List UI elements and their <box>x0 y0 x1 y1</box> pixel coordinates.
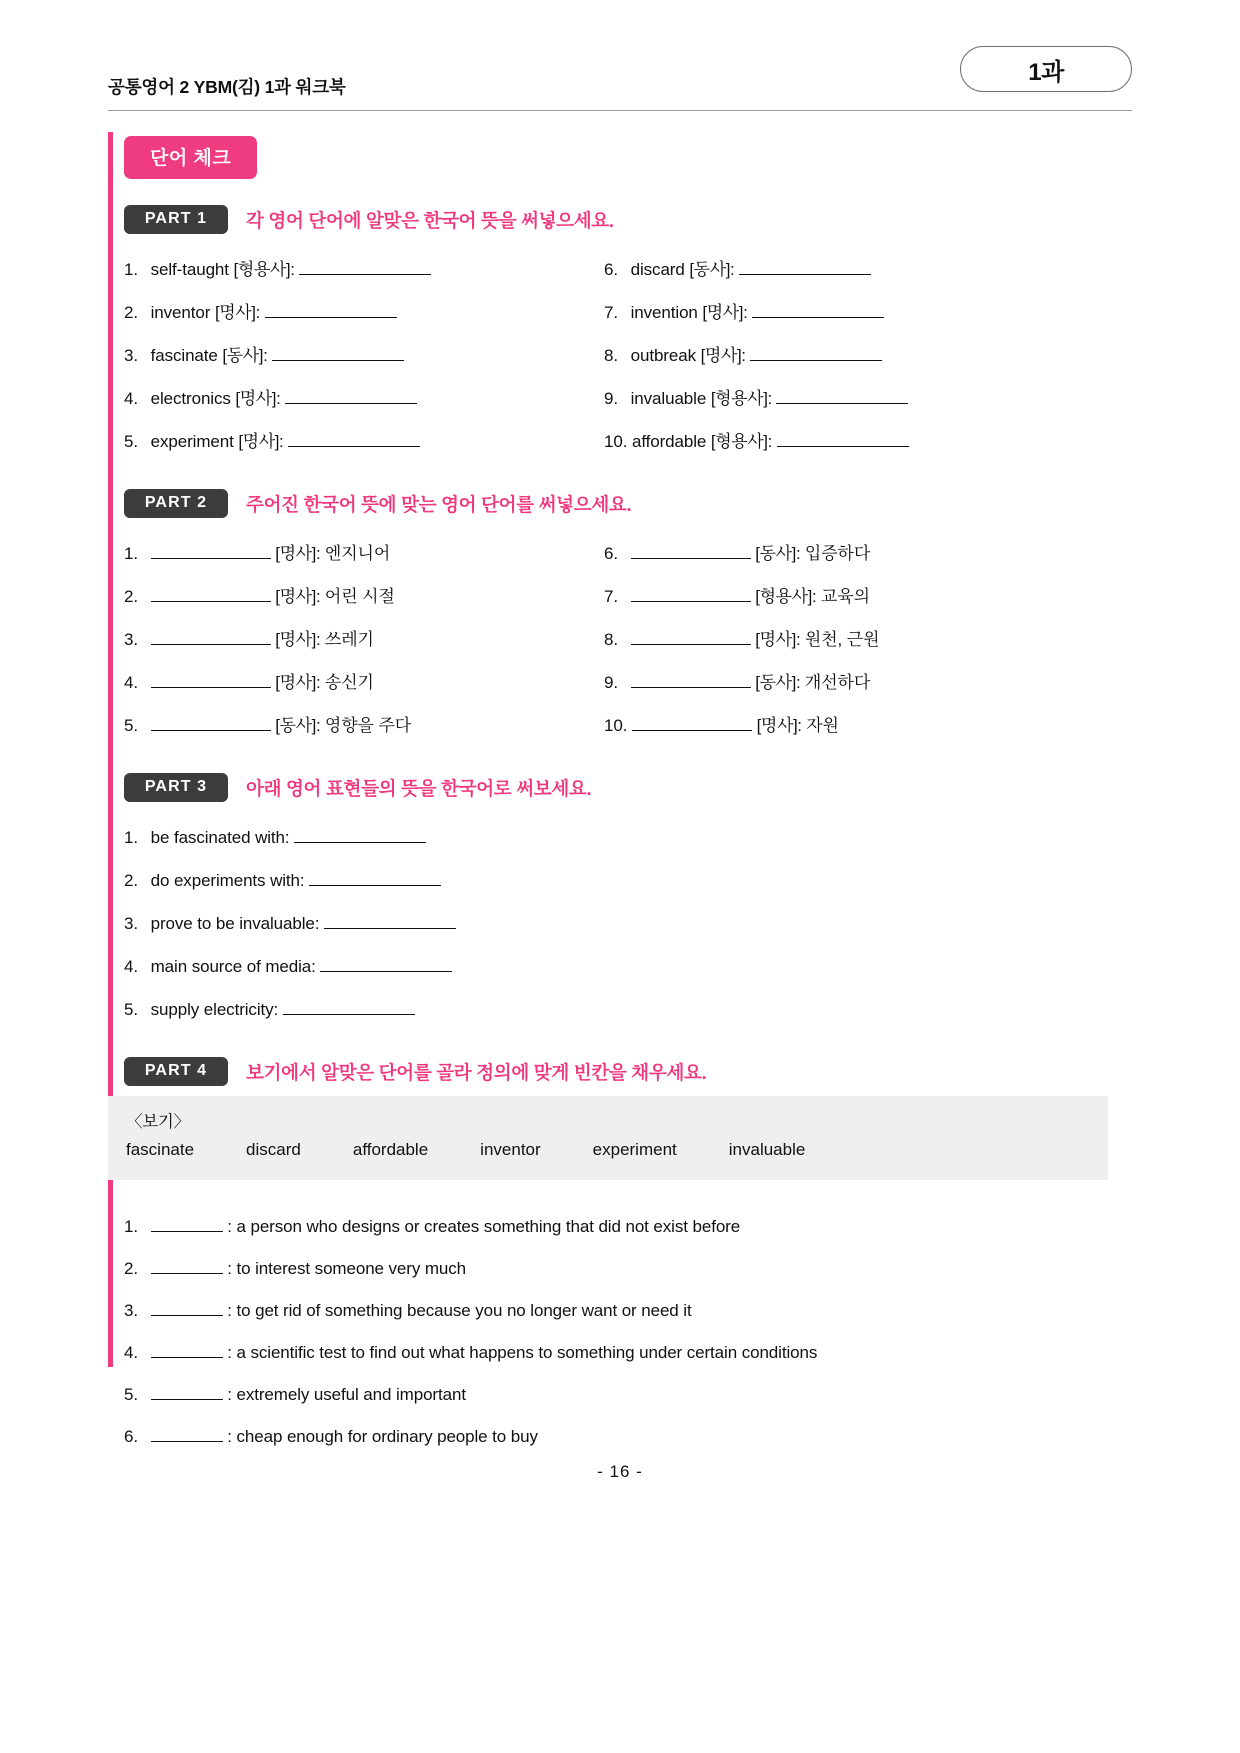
item-pos: [명사]: <box>275 544 321 563</box>
list-item <box>604 661 1132 704</box>
list-item <box>124 988 1132 1031</box>
workbook-title: 공통영어 2 YBM(김) 1과 워크북 <box>108 77 346 97</box>
answer-blank[interactable] <box>631 544 751 559</box>
item-meaning: 원천, 근원 <box>804 630 880 649</box>
list-item <box>124 377 604 420</box>
answer-blank[interactable] <box>631 673 751 688</box>
item-meaning: 교육의 <box>820 587 870 606</box>
list-item <box>604 334 1132 377</box>
word-bank-item[interactable]: affordable <box>352 1140 429 1159</box>
answer-blank[interactable] <box>324 914 456 929</box>
item-number: 2. <box>124 871 138 890</box>
item-pos: [동사]: <box>222 346 268 365</box>
definition-text: : extremely useful and important <box>227 1385 466 1404</box>
lesson-badge-label: 1과 <box>1028 58 1064 86</box>
item-number: 3. <box>124 1301 138 1320</box>
part-4-definitions <box>124 1206 1132 1458</box>
part-3-instruction: 아래 영어 표현들의 뜻을 한국어로 써보세요. <box>246 777 592 799</box>
item-pos: [형용사]: <box>710 432 772 451</box>
part-3-items <box>124 816 1132 1031</box>
part-2-badge: PART 2 <box>124 489 228 518</box>
item-number: 8. <box>604 346 618 365</box>
answer-blank[interactable] <box>151 1259 223 1274</box>
worksheet-body <box>108 132 1132 1458</box>
item-number: 1. <box>124 544 138 563</box>
part-4-badge: PART 4 <box>124 1057 228 1086</box>
item-number: 6. <box>124 1427 138 1446</box>
item-meaning: 영향을 주다 <box>324 716 412 735</box>
answer-blank[interactable] <box>151 1427 223 1442</box>
item-phrase: prove to be invaluable: <box>150 914 320 933</box>
answer-blank[interactable] <box>776 389 908 404</box>
page-footer <box>0 1462 1240 1482</box>
answer-blank[interactable] <box>752 303 884 318</box>
answer-blank[interactable] <box>283 1000 415 1015</box>
list-item <box>124 1290 1132 1332</box>
list-item <box>124 902 1132 945</box>
part-2-heading <box>108 489 1132 518</box>
word-bank-list <box>126 1140 1090 1160</box>
item-number: 2. <box>124 1259 138 1278</box>
list-item <box>604 532 1132 575</box>
list-item <box>124 1374 1132 1416</box>
item-pos: [형용사]: <box>710 389 772 408</box>
answer-blank[interactable] <box>151 1343 223 1358</box>
item-word: outbreak <box>630 346 696 365</box>
item-meaning: 개선하다 <box>804 673 871 692</box>
item-pos: [명사]: <box>275 673 321 692</box>
item-number: 1. <box>124 1217 138 1236</box>
part-2-items <box>124 532 1132 747</box>
word-bank-box <box>108 1096 1108 1180</box>
part-2-instruction: 주어진 한국어 뜻에 맞는 영어 단어를 써넣으세요. <box>246 493 632 515</box>
item-pos: [명사]: <box>235 389 281 408</box>
item-number: 10. <box>604 716 628 735</box>
list-item <box>124 704 604 747</box>
list-item <box>124 575 604 618</box>
list-item <box>604 704 1132 747</box>
definition-text: : a scientific test to find out what happens to something under certain conditions <box>227 1343 818 1362</box>
answer-blank[interactable] <box>272 346 404 361</box>
answer-blank[interactable] <box>285 389 417 404</box>
item-number: 7. <box>604 587 618 606</box>
answer-blank[interactable] <box>632 716 752 731</box>
answer-blank[interactable] <box>739 260 871 275</box>
answer-blank[interactable] <box>294 828 426 843</box>
item-pos: [형용사]: <box>233 260 295 279</box>
item-number: 5. <box>124 716 138 735</box>
list-item <box>124 420 604 463</box>
item-pos: [명사]: <box>238 432 284 451</box>
item-number: 5. <box>124 1385 138 1404</box>
answer-blank[interactable] <box>151 1301 223 1316</box>
list-item <box>124 291 604 334</box>
list-item <box>124 859 1132 902</box>
answer-blank[interactable] <box>151 587 271 602</box>
item-meaning: 어린 시절 <box>324 587 395 606</box>
item-number: 1. <box>124 260 138 279</box>
lesson-badge <box>960 46 1132 92</box>
page-number: - 16 - <box>597 1462 643 1481</box>
answer-blank[interactable] <box>265 303 397 318</box>
answer-blank[interactable] <box>777 432 909 447</box>
answer-blank[interactable] <box>151 544 271 559</box>
part-1-items <box>124 248 1132 463</box>
list-item <box>604 575 1132 618</box>
definition-text: : a person who designs or creates something that did not exist before <box>227 1217 741 1236</box>
item-pos: [명사]: <box>755 630 801 649</box>
header-divider <box>108 110 1132 111</box>
answer-blank[interactable] <box>631 630 751 645</box>
item-number: 2. <box>124 303 138 322</box>
list-item <box>604 420 1132 463</box>
answer-blank[interactable] <box>299 260 431 275</box>
item-word: discard <box>630 260 685 279</box>
answer-blank[interactable] <box>151 673 271 688</box>
list-item <box>124 945 1132 988</box>
item-number: 4. <box>124 389 138 408</box>
definition-text: : to get rid of something because you no longer want or need it <box>227 1301 692 1320</box>
item-phrase: be fascinated with: <box>150 828 290 847</box>
list-item <box>124 618 604 661</box>
part-1-heading <box>108 205 1132 234</box>
item-word: experiment <box>150 432 234 451</box>
list-item <box>604 291 1132 334</box>
item-number: 5. <box>124 432 138 451</box>
item-number: 4. <box>124 673 138 692</box>
item-word: affordable <box>631 432 707 451</box>
list-item <box>124 334 604 377</box>
item-meaning: 송신기 <box>324 673 374 692</box>
item-pos: [명사]: <box>756 716 802 735</box>
item-number: 9. <box>604 673 618 692</box>
item-word: invaluable <box>630 389 707 408</box>
answer-blank[interactable] <box>631 587 751 602</box>
item-pos: [명사]: <box>702 303 748 322</box>
item-number: 5. <box>124 1000 138 1019</box>
word-bank-item[interactable]: experiment <box>592 1140 677 1159</box>
item-word: electronics <box>150 389 231 408</box>
item-number: 6. <box>604 544 618 563</box>
part-1-instruction: 각 영어 단어에 알맞은 한국어 뜻을 써넣으세요. <box>246 209 614 231</box>
list-item <box>124 661 604 704</box>
list-item <box>124 1248 1132 1290</box>
item-number: 8. <box>604 630 618 649</box>
answer-blank[interactable] <box>309 871 441 886</box>
item-pos: [명사]: <box>214 303 260 322</box>
list-item <box>124 816 1132 859</box>
list-item <box>124 1416 1132 1458</box>
word-bank-item[interactable]: discard <box>246 1140 301 1159</box>
section-title-badge: 단어 체크 <box>124 136 257 179</box>
word-bank-item[interactable]: fascinate <box>126 1140 195 1159</box>
item-meaning: 쓰레기 <box>324 630 374 649</box>
item-pos: [명사]: <box>700 346 746 365</box>
answer-blank[interactable] <box>151 630 271 645</box>
part-3-heading <box>108 773 1132 802</box>
answer-blank[interactable] <box>151 716 271 731</box>
answer-blank[interactable] <box>151 1217 223 1232</box>
word-bank-item[interactable]: inventor <box>480 1140 541 1159</box>
item-number: 9. <box>604 389 618 408</box>
item-word: self-taught <box>150 260 229 279</box>
answer-blank[interactable] <box>288 432 420 447</box>
item-pos: [동사]: <box>755 673 801 692</box>
word-bank-item[interactable]: invaluable <box>728 1140 806 1159</box>
list-item <box>124 1332 1132 1374</box>
list-item <box>124 248 604 291</box>
item-number: 3. <box>124 346 138 365</box>
item-pos: [동사]: <box>275 716 321 735</box>
answer-blank[interactable] <box>320 957 452 972</box>
item-number: 6. <box>604 260 618 279</box>
item-pos: [동사]: <box>689 260 735 279</box>
page-header <box>0 46 1240 108</box>
item-number: 2. <box>124 587 138 606</box>
definition-text: : to interest someone very much <box>227 1259 467 1278</box>
item-word: invention <box>630 303 698 322</box>
list-item <box>604 377 1132 420</box>
item-pos: [형용사]: <box>755 587 817 606</box>
item-word: inventor <box>150 303 211 322</box>
item-pos: [명사]: <box>275 630 321 649</box>
list-item <box>124 1206 1132 1248</box>
item-phrase: main source of media: <box>150 957 316 976</box>
list-item <box>604 248 1132 291</box>
item-number: 7. <box>604 303 618 322</box>
item-phrase: do experiments with: <box>150 871 305 890</box>
word-bank-title: 〈보기〉 <box>126 1113 190 1131</box>
item-number: 3. <box>124 630 138 649</box>
definition-text: : cheap enough for ordinary people to buy <box>227 1427 538 1446</box>
part-1-badge: PART 1 <box>124 205 228 234</box>
item-pos: [명사]: <box>275 587 321 606</box>
item-number: 1. <box>124 828 138 847</box>
item-word: fascinate <box>150 346 218 365</box>
answer-blank[interactable] <box>750 346 882 361</box>
part-4-heading <box>108 1057 1132 1086</box>
item-meaning: 자원 <box>806 716 839 735</box>
list-item <box>604 618 1132 661</box>
item-meaning: 입증하다 <box>804 544 871 563</box>
item-number: 3. <box>124 914 138 933</box>
answer-blank[interactable] <box>151 1385 223 1400</box>
part-3-badge: PART 3 <box>124 773 228 802</box>
list-item <box>124 532 604 575</box>
item-phrase: supply electricity: <box>150 1000 279 1019</box>
item-number: 4. <box>124 1343 138 1362</box>
part-4-instruction: 보기에서 알맞은 단어를 골라 정의에 맞게 빈칸을 채우세요. <box>246 1061 707 1083</box>
item-number: 4. <box>124 957 138 976</box>
item-number: 10. <box>604 432 628 451</box>
item-pos: [동사]: <box>755 544 801 563</box>
item-meaning: 엔지니어 <box>324 544 391 563</box>
